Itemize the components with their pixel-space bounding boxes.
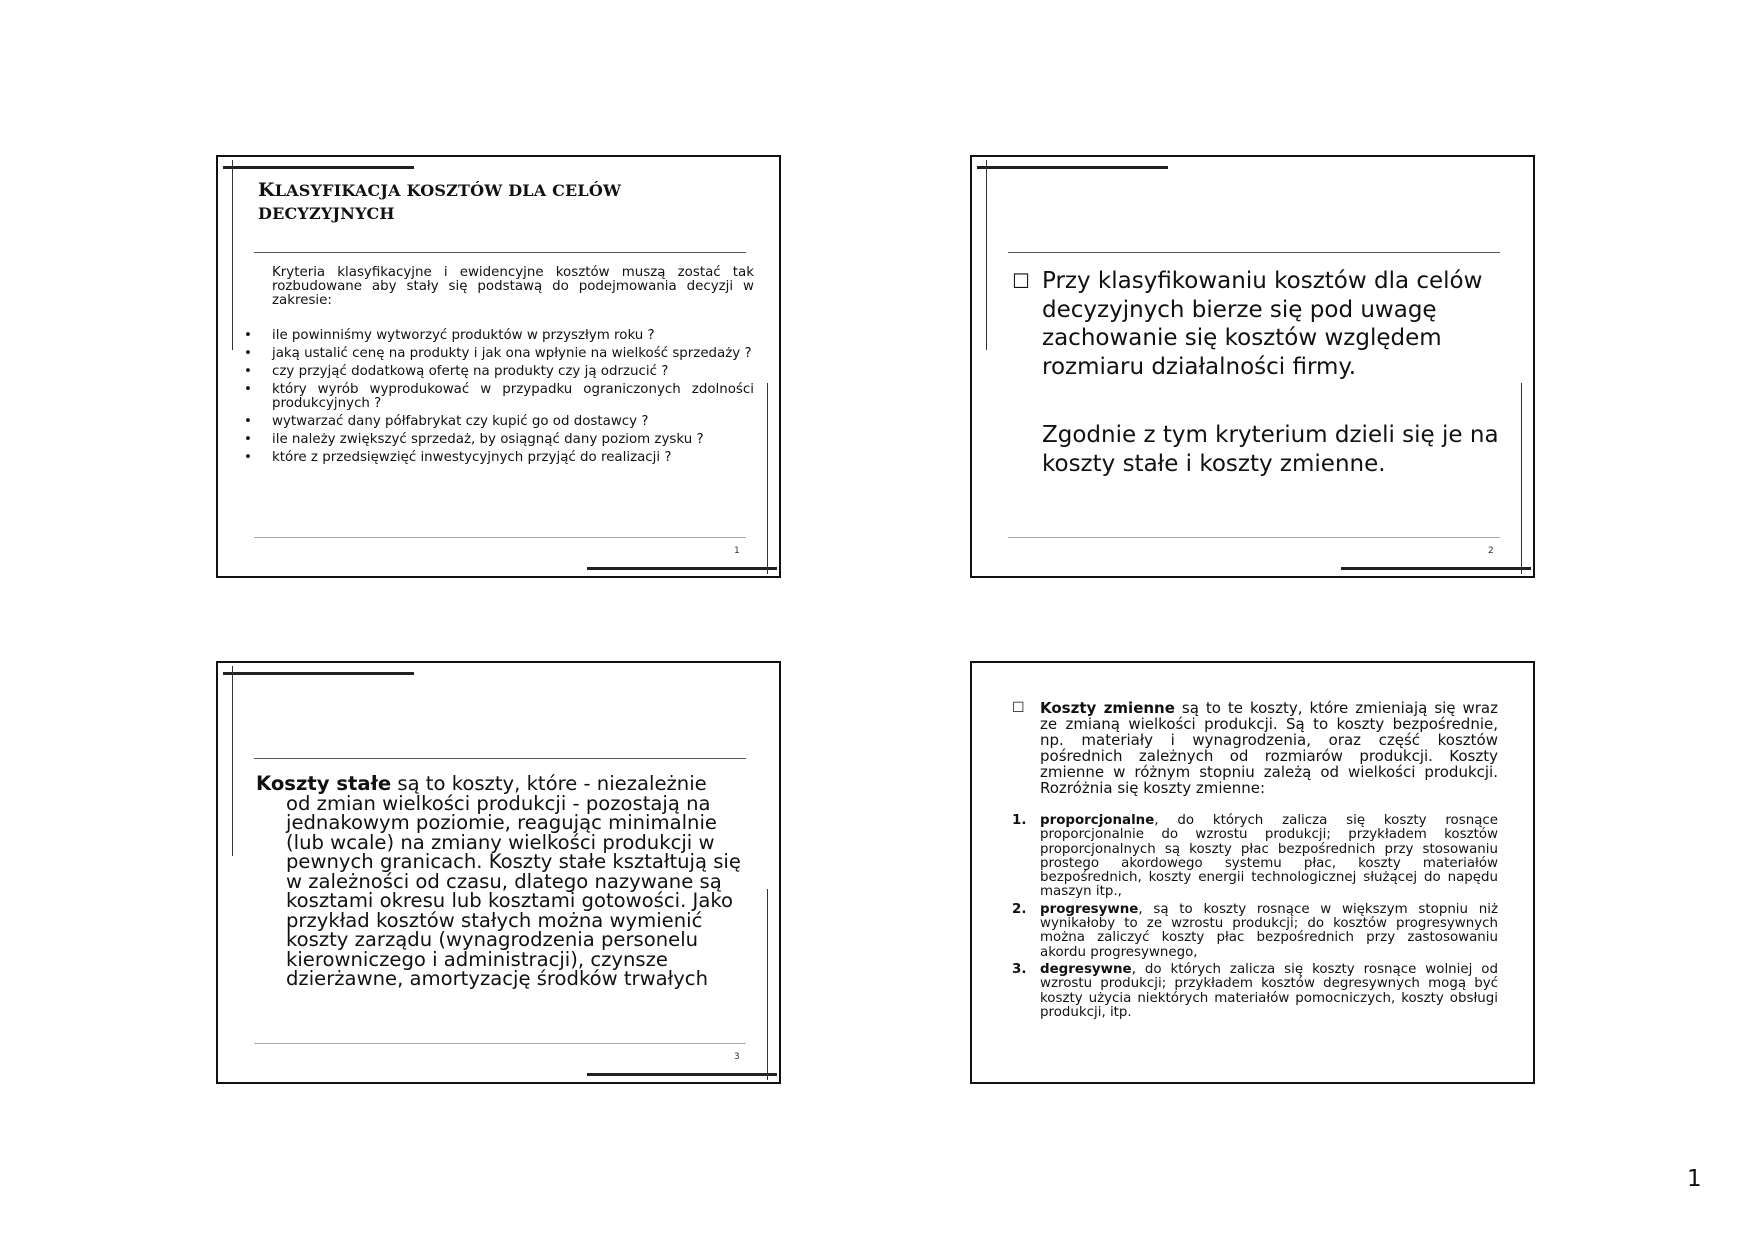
list-item (244, 347, 754, 361)
item-text: , są to koszty rosnące w większym stopniu niż wynikałoby to ze wzrostu produkcji; do kosztów progresywnych można zaliczyć koszty płac bezpośrednich przy zastosowaniu akordu progresywnego, (1040, 901, 1498, 960)
decorative-left-line (986, 160, 987, 350)
numbered-list (1012, 814, 1498, 1023)
bullet-icon: • (244, 364, 252, 379)
lead-paragraph (1012, 700, 1498, 796)
paragraph-text: od zmian wielkości produkcji - pozostają na jednakowym poziomie, reagując minimalnie (lub wcale) na zmiany wielkości produkcji w pewnych granicach. Koszty stałe kształtują się w zależności od czasu, dlatego nazywane są kosztami okresu lub kosztami gotowości. Jako przykład kosztów stałych można wymienić koszty zarządu (wynagrodzenia personelu kierowniczego i administracji), czynsze dzierżawne, amortyzację środków trwałych (286, 791, 741, 990)
slide-body (1012, 267, 1512, 478)
paragraph: Zgodnie z tym kryterium dzieli się je na koszty stałe i koszty zmienne. (1042, 422, 1499, 477)
list-item (1012, 903, 1498, 960)
decorative-top-bar (977, 166, 1168, 169)
title-divider (1008, 252, 1500, 253)
paragraph-text: są to te koszty, które zmieniają się wraz ze zmianą wielkości produkcji. Są to koszty bezpośrednie, np. materiały i wynagrodzenia, oraz część kosztów pośrednich zależnych od rozmiarów produkcji. Koszty zmienne w różnym stopniu zależą od wielkości produkcji. Rozróżnia się koszty zmienne: (1040, 699, 1498, 797)
list-item-text: ile należy zwiększyć sprzedaż, by osiągnąć dany poziom zysku ? (272, 432, 704, 447)
paragraph-text: Przy klasyfikowaniu kosztów dla celów decyzyjnych bierze się pod uwagę zachowanie się kosztów względem rozmiaru działalności firmy. (1042, 268, 1483, 380)
checkbox-bullet-icon: ☐ (1012, 269, 1030, 293)
list-item (244, 365, 754, 379)
item-text: , do których zalicza się koszty rosnące proporcjonalnie do wzrostu produkcji; przykładem kosztów proporcjonalnych są koszty płac bezpośrednich przy stosowaniu prostego akordowego systemu płac, koszty materiałów bezpośrednich, koszty energii technologicznej służącej do napędu maszyn itp., (1040, 813, 1498, 900)
slide-number: 2 (1488, 546, 1494, 556)
item-number: 2. (1012, 901, 1027, 917)
slide-number: 1 (734, 546, 740, 556)
list-item-text: jaką ustalić cenę na produkty i jak ona wpłynie na wielkość sprzedaży ? (272, 346, 752, 361)
list-item (244, 329, 754, 343)
decorative-right-line (1521, 383, 1522, 574)
item-number: 3. (1012, 961, 1027, 977)
decorative-left-line (232, 666, 233, 856)
bullet-icon: • (244, 432, 252, 447)
decorative-right-line (767, 383, 768, 574)
first-line-text: są to koszty, które - niezależnie (391, 772, 707, 795)
bullet-icon: • (244, 328, 252, 343)
decorative-bottom-bar (587, 567, 777, 570)
footer-divider (1008, 537, 1500, 538)
decorative-bottom-bar (1341, 567, 1531, 570)
list-item-text: wytwarzać dany półfabrykat czy kupić go od dostawcy ? (272, 414, 649, 429)
first-line (256, 774, 746, 794)
slide-title (258, 179, 738, 225)
decorative-top-bar (223, 672, 414, 675)
slide-number: 3 (734, 1052, 740, 1062)
slide-body (256, 774, 746, 989)
slide-4 (970, 661, 1535, 1084)
decorative-right-line (767, 889, 768, 1080)
title-divider (254, 252, 746, 253)
bold-term: Koszty stałe (256, 772, 392, 795)
list-item-text: ile powinniśmy wytworzyć produktów w przyszłym roku ? (272, 328, 655, 343)
slide-body (1012, 700, 1498, 796)
slide-2 (970, 155, 1535, 578)
title-rest: LASYFIKACJA KOSZTÓW DLA CELÓW DECYZYJNYCH (258, 181, 622, 223)
checkbox-bullet-icon: ☐ (1012, 700, 1025, 716)
list-item-text: które z przedsięwzięć inwestycyjnych przyjąć do realizacji ? (272, 450, 672, 465)
footer-divider (254, 1043, 746, 1044)
item-text: , do których zalicza się koszty rosnące wolniej od wzrostu produkcji; przykładem kosztów degresywnych mogą być koszty użycia niektórych materiałów pomocniczych, koszty obsługi produkcji, itp. (1040, 961, 1498, 1020)
footer-divider (254, 537, 746, 538)
list-item (244, 433, 754, 447)
list-item (1012, 814, 1498, 900)
paragraph (1012, 267, 1512, 381)
bold-term: Koszty zmienne (1040, 699, 1175, 717)
list-item (244, 415, 754, 429)
list-item (244, 451, 754, 465)
list-item (1012, 963, 1498, 1020)
item-term: progresywne (1040, 901, 1139, 917)
item-term: degresywne (1040, 961, 1132, 977)
title-initial: K (258, 179, 275, 201)
decorative-bottom-bar (587, 1073, 777, 1076)
slide-1 (216, 155, 781, 578)
list-item-text: który wyrób wyprodukować w przypadku ograniczonych zdolności produkcyjnych ? (272, 382, 754, 411)
item-number: 1. (1012, 813, 1027, 828)
decorative-top-bar (223, 166, 414, 169)
page-number: 1 (1687, 1166, 1702, 1192)
bullet-list (244, 329, 754, 469)
item-term: proporcjonalne (1040, 813, 1155, 828)
bullet-icon: • (244, 414, 252, 429)
bullet-icon: • (244, 382, 252, 397)
bullet-icon: • (244, 346, 252, 361)
bullet-icon: • (244, 450, 252, 465)
list-item (244, 383, 754, 411)
decorative-left-line (232, 160, 233, 350)
title-divider (254, 758, 746, 759)
intro-text: Kryteria klasyfikacyjne i ewidencyjne kosztów muszą zostać tak rozbudowane aby stały się podstawą do podejmowania decyzji w zakresie: (272, 265, 754, 308)
slide-3 (216, 661, 781, 1084)
list-item-text: czy przyjąć dodatkową ofertę na produkty czy ją odrzucić ? (272, 364, 669, 379)
